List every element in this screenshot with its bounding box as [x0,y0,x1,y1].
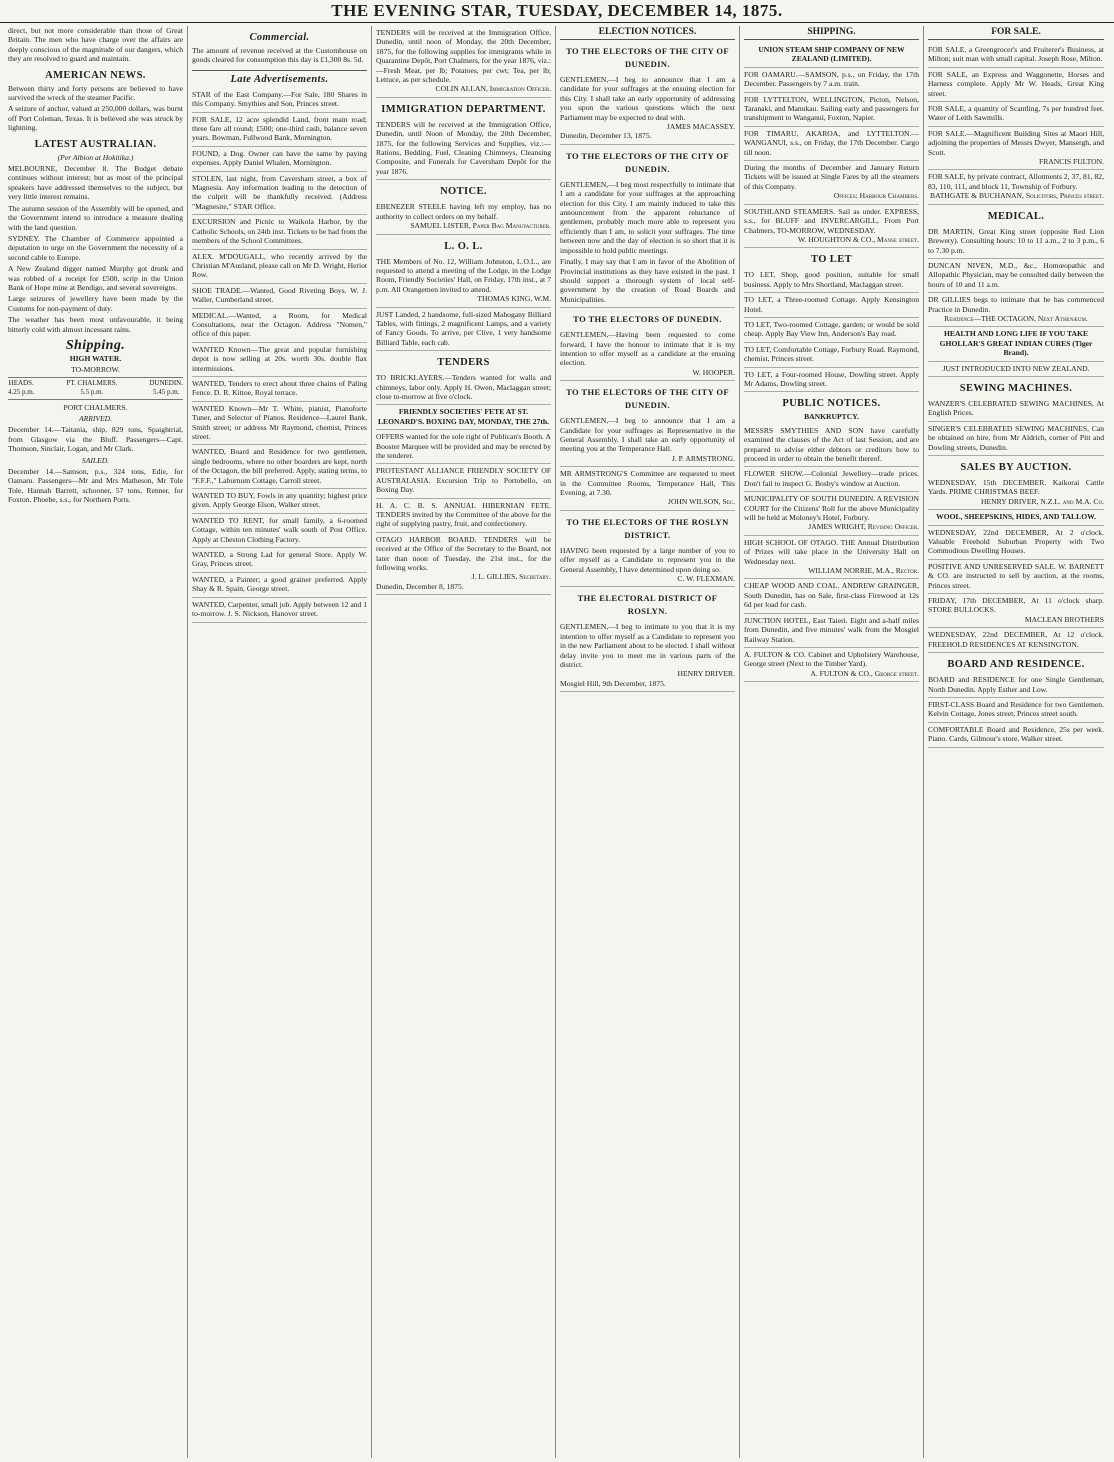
section-heading: NOTICE. [440,186,487,198]
column-4 [556,26,740,1458]
date-line: Mosgiel Hill, 9th December, 1875. [560,678,666,688]
section-heading: AMERICAN NEWS. [45,69,146,81]
tide-heads: HEADS. 4.25 p.m. [8,378,35,397]
advertisement: TO LET, Two-roomed Cottage, garden; or would be sold cheap. Apply Bay View Inn, Anderson's Bay road. [744,318,919,343]
advertisement: MR ARMSTRONG'S Committee are requested to meet in the Committee Rooms, Temperance Hall, This Evening, at 7.30. JOHN WILSON, Sec. [560,467,735,511]
tide-dunedin: DUNEDIN. 5.45 p.m. [149,378,183,397]
column-heading: SHIPPING. [744,26,919,40]
advertisement: H. A. C. B. S. ANNUAL HIBERNIAN FETE. TENDERS invited by the Committee of the above for the right of supplying pastry, fruit, and confectionery. [376,499,551,533]
advertisement: TENDERS will be received at the Immigration Office, Dunedin, until Noon of Monday, the 20th December, 1875, for the following Services and Supplies, viz.:—Rations, Bedding, Fuel, Cleaning Chimneys, Cleansing Composite, and Funerals for Caversham Depôt for the year 1876. [376,118,551,180]
signature: JAMES MACASSEY. [666,122,735,132]
section-heading: TO LET [810,254,853,266]
advertisement: WANTED, Board and Residence for two gentlemen, single bedrooms, where no other boarders are kept, north of the Octagon, the bill preferred. Apply, stating terms, to "F.F.F.," Laburnum Cottage, Carroll street. [192,445,367,489]
signature: JOHN WILSON, Sec. [667,497,735,507]
column-2 [188,26,372,1458]
advertisement: SINGER'S CELEBRATED SEWING MACHINES, Can be obtained on hire, from Mr Aldrich, corner of Pitt and Dowling streets, Dunedin. [928,422,1104,456]
advertisement: WANTED Known—The great and popular furnishing depot is now selling at 20s. worth 30s. double flax intermissions. [192,343,367,377]
advertisement: FOR SALE, a quantity of Scantling, 7s per hundred feet. Water of Leith Sawmills. [928,102,1104,127]
article-text: A seizure of anchor, valued at 250,000 dollars, was burnt off Port Coleman, Texas. It is believed she was struck by lightning. [8,104,183,133]
article-text: December 14.—Taitania, ship, 829 tons, Spaightrial, from Glasgow via the Bluff. Passengers—Capt. Thomson, Sinclair, Logan, and Mr Clark. [8,425,183,454]
date-line: Dunedin, December 13, 1875. [560,131,652,141]
advertisement: FOR OAMARU.—SAMSON, p.s., on Friday, the 17th December. Passengers by 7 a.m. train. [744,68,919,93]
subheading: SAILED. [81,455,110,465]
advertisement: HEALTH AND LONG LIFE IF YOU TAKE GHOLLAR'S GREAT INDIAN CURES (Tiger Brand). [928,327,1104,361]
advertisement: WANTED Known—Mr T. White, pianist, Pianoforte Tuner, and Selector of Pianos. Residence—Laurel Bank, Smith street; or address Mr Raymond, chemist, Princes street. [192,402,367,446]
advertisement: WANTED TO RENT, for small family, a 6-roomed Cottage, within ten minutes' walk south of Post Office. Apply at Cheston Clothing Factory. [192,514,367,548]
date-line: Dunedin, December 8, 1875. [376,581,464,591]
advertisement: FOR TIMARU, AKAROA, and LYTTELTON.—WANGANUI, s.s., on Friday, the 17th December. Cargo till noon. [744,127,919,161]
article-text: The amount of revenue received at the Customhouse on goods cleared for consumption this day is £1,300 8s. 5d. [192,46,367,65]
advertisement: WEDNESDAY, 15th DECEMBER. Kaikorai Cattle Yards. PRIME CHRISTMAS BEEF. HENRY DRIVER, N.Z.L. and M.A. Co. [928,476,1104,510]
section-heading: PUBLIC NOTICES. [782,398,881,410]
advertisement: A. FULTON & CO. Cabinet and Upholstery Warehouse, George street (Next to the Timber Yard). A. FULTON & CO., George street. [744,648,919,682]
advertisement: TO LET, a Three-roomed Cottage. Apply Kensington Hotel. [744,293,919,318]
signature: A. FULTON & CO., George street. [810,668,919,678]
advertisement: HIGH SCHOOL OF OTAGO. THE Annual Distribution of Prizes will take place in the University Hall on Wednesday next. WILLIAM NORRIE, M.A., Rector. [744,536,919,580]
section-heading: MEDICAL. [987,210,1045,222]
advertisement: STAR of the East Company.—For Sale, 180 Shares in this Company. Smythies and Son, Princes street. [192,88,367,113]
section-heading: SEWING MACHINES. [959,382,1073,394]
subheading: BANKRUPTCY. [804,412,859,422]
section-heading: TO THE ELECTORS OF THE CITY OF DUNEDIN. [566,387,729,411]
column-heading: FOR SALE. [928,26,1104,40]
signature: FRANCIS FULTON. [1039,157,1104,167]
advertisement: GENTLEMEN,—I beg to announce that I am a candidate for your suffrages at the ensuing election for this City. I shall take an early opportunity of addressing you upon the various questions which the next Parliament may be expected to deal with. JAMES MACASSEY. Dunedin, December 13, 1875. [560,73,735,145]
advertisement: GENTLEMEN,—I beg to announce that I am a Candidate for your suffrages as Representative in the General Assembly. I shall take an early opportunity of meeting you at the Temperance Hall. J. P. ARMSTRONG. [560,414,735,467]
signature: MACLEAN BROTHERS [1024,614,1104,624]
advertisement: FLOWER SHOW.—Colonial Jewellery—trade prices. Don't fail to inspect G. Bosby's window at Auction. [744,467,919,492]
advertisement: TO LET, a Four-roomed House, Dowling street. Apply Mr Adams, Dowling street. [744,368,919,393]
signature: W. HOOPER. [692,367,735,377]
section-heading: TO THE ELECTORS OF DUNEDIN. [573,314,722,325]
section-heading: TO THE ELECTORS OF THE CITY OF DUNEDIN. [566,46,729,69]
section-heading: TENDERS [437,357,490,369]
advertisement: ALEX. M'DOUGALL, who recently arrived by the Christian M'Ausland, please call on Mr D. Wright, Heriot Row. [192,250,367,284]
newspaper-columns [4,26,1110,1458]
subheading: (Per Albion at Hokitika.) [57,152,134,162]
signature: Offices: Harbour Chambers. [833,191,919,201]
signature: WILLIAM NORRIE, M.A., Rector. [808,566,919,576]
advertisement: FOR SALE, an Express and Waggonette, Horses and Harness complete. Apply Mr W. Heads, Great King street. [928,68,1104,102]
advertisement: WEDNESDAY, 22nd DECEMBER, At 12 o'clock. FREEHOLD RESIDENCES AT KENSINGTON. [928,628,1104,653]
advertisement: WANTED, a Strong Lad for general Store. Apply W. Gray, Princes street. [192,548,367,573]
advertisement: GENTLEMEN,—I beg to intimate to you that it is my intention to offer myself as a Candidate to represent you in the new Parliament about to be elected. I shall without delay invite you to meet me in various parts of the district. HENRY DRIVER. Mosgiel Hill, 9th December, 1875. [560,620,735,692]
section-heading: Commercial. [249,32,310,43]
article-text: The autumn session of the Assembly will be opened, and the Government intend to introduce a measure dealing with the land question. [8,203,183,232]
section-heading: IMMIGRATION DEPARTMENT. [381,103,546,115]
advertisement: PROTESTANT ALLIANCE FRIENDLY SOCIETY OF AUSTRALASIA. Excursion Trip to Portobello, on Boxing Day. [376,464,551,498]
article-text: December 14.—Samson, p.s., 324 tons, Edie, for Oamaru. Passengers—Mr and Mrs Matheson, Mr Tole Tole, Hannah Barrett, schooner, 57 tons, Renner, for Foxton. Phoebe, s.s., for Northern Ports. [8,467,183,505]
section-heading: TO THE ELECTORS OF THE ROSLYN DISTRICT. [566,516,729,540]
section-heading: THE ELECTORAL DISTRICT OF ROSLYN. [577,593,718,617]
advertisement: FRIENDLY SOCIETIES' FETE AT ST. LEONARD'S. BOXING DAY, MONDAY, THE 27th. [376,405,551,430]
signature: SAMUEL LISTER, Paper Bag Manufacturer. [410,221,551,231]
advertisement: POSITIVE AND UNRESERVED SALE. W. BARNETT & CO. are instructed to sell by auction, at the rooms, Princes street. [928,560,1104,594]
advertisement: FOR LYTTELTON, WELLINGTON, Picton, Nelson, Taranaki, and Manukau. Sailing early and passengers for transhipment to Wanganui, Foxton, Napier. [744,93,919,127]
tide-table [8,377,183,400]
advertisement: WANZER'S CELEBRATED SEWING MACHINES, At English Prices. [928,397,1104,422]
advertisement: GENTLEMEN,—I beg most respectfully to intimate that I am a candidate for your suffrages at the approaching election for this City. I am mainly induced to take this announcement from the apparent reluctance of gentlemen, probably much more able to represent you efficiently than I am, to solicit your suffrages. The time between now and the day of election is so short that it is impossible to hold public meetings. Finally, I may say that I am in favor of the Abolition of Provincial institutions as they have existed in the past. I should support a thorough system of local self-government by the creation of Road Boards and Municipalities. [560,178,735,308]
signature: Residence—THE OCTAGON, Next Athenæum. [944,313,1088,323]
advertisement: DR MARTIN, Great King street (opposite Red Lion Brewery). Consulting hours: 10 to 11 a.m., 2 to 3 p.m., 6 to 7.30 p.m. [928,225,1104,259]
section-heading: TO THE ELECTORS OF THE CITY OF DUNEDIN. [566,150,729,174]
advertisement: DR GILLIES begs to intimate that he has commenced Practice in Dunedin. Residence—THE OCTAGON, Next Athenæum. [928,293,1104,327]
advertisement: UNION STEAM SHIP COMPANY OF NEW ZEALAND (LIMITED). [744,43,919,68]
advertisement: FOR SALE, 12 acre splendid Land, front main road; three fare all round; £500; one-third cash, balance seven years. Bowman, Fullwood Bank, Mornington. [192,113,367,147]
advertisement: MUNICIPALITY OF SOUTH DUNEDIN. A REVISION COURT for the Citizens' Roll for the above Municipality will be held at Moloney's Hotel, Forbury. JAMES WRIGHT, Revising Officer. [744,492,919,536]
article-text: The weather has been most unfavourable, it being bitterly cold with almost incessant rains. [8,315,183,334]
signature: J. L. GILLIES, Secretary. [471,572,551,582]
advertisement: THE Members of No. 12, William Johnston, L.O.L., are requested to attend a meeting of the Lodge, in the Lodge Room, Friendly Societies' Hall, on Friday, 17th inst., at 7 p.m. All Orangemen invited to attend. THOMAS KING, W.M. [376,255,551,308]
masthead: THE EVENING STAR, TUESDAY, DECEMBER 14, 1875. [0,0,1114,23]
subheading: PORT CHALMERS. [63,402,128,412]
advertisement: WANTED, Carpenter, small job. Apply between 12 and 1 to-morrow. J. S. Nickson, Hanover street. [192,598,367,623]
advertisement: MEDICAL.—Wanted, a Room, for Medical Consultations, near the Octagon. Address "Nomen," office of this paper. [192,309,367,343]
advertisement: GENTLEMEN,—Having been requested to come forward, I have the honour to intimate that it is my intention to offer myself as a candidate at the ensuing election. W. HOOPER. [560,328,735,381]
advertisement: COMFORTABLE Board and Residence, 25s per week. Piano. Cards, Gilmour's store, Walker street. [928,723,1104,748]
signature: HENRY DRIVER, N.Z.L. and M.A. Co. [980,496,1104,506]
advertisement: FRIDAY, 17th DECEMBER, At 11 o'clock sharp. STORE BULLOCKS. MACLEAN BROTHERS [928,594,1104,628]
advertisement: EBENEZER STEELE having left my employ, has no authority to collect orders on my behalf. SAMUEL LISTER, Paper Bag Manufacturer. [376,200,551,234]
tide-port: PT. CHALMERS. 5.5 p.m. [66,378,118,397]
advertisement: FIRST-CLASS Board and Residence for two Gentlemen. Kelvin Cottage, Jones street, Princes street south. [928,698,1104,723]
advertisement: STOLEN, last night, from Caversham street, a box of Magnesia. Any information leading to the detection of the culprit will be thankfully received. (Address "Magnesite," STAR Office. [192,172,367,216]
advertisement: During the months of December and January Return Tickets will be issued at Single Fares by all the steamers of this Company. Offices: Harbour Chambers. [744,161,919,205]
column-3 [372,26,556,1458]
subheading: HIGH WATER. [69,353,122,363]
signature: THOMAS KING, W.M. [477,294,551,304]
signature: BATHGATE & BUCHANAN, Solicitors, Princes street. [930,191,1104,201]
advertisement: HAVING been requested by a large number of you to offer myself as a Candidate to represent you in the General Assembly, I have determined upon doing so. C. W. FLEXMAN. [560,544,735,588]
advertisement: SHOE TRADE.—Wanted, Good Riveting Boys. W. J. Waller, Cumberland street. [192,284,367,309]
advertisement: JUST INTRODUCED INTO NEW ZEALAND. [928,362,1104,377]
article-text: MELBOURNE, December 8. The Budget debate continues without interest; but as most of the principal speakers have addressed themselves to the subject, but very little interest remains. [8,164,183,202]
signature: JAMES WRIGHT, Revising Officer. [808,522,919,532]
advertisement: WANTED TO BUY, Fowls in any quantity; highest price given. Apply George Elson, Walker street. [192,489,367,514]
article-text: direct, but not more considerable than those of Great Britain. The men who have charge over the affairs are deeply conscious of the magnitude of our dangers, which they are resolved to guard and maintain. [8,26,183,64]
signature: W. HOUGHTON & CO., Manse street. [797,234,919,244]
advertisement: FOR SALE, by private contract, Allotments 2, 37, 81, 82, 83, 110, 111, and block 11, Township of Forbury. BATHGATE & BUCHANAN, Solicitors, Princes street. [928,170,1104,204]
advertisement: FOR SALE, a Greengrocer's and Fruiterer's Business, at Milton; suit man with small capital. Joseph Rose, Milton. [928,43,1104,68]
advertisement: BOARD and RESIDENCE for one Single Gentleman, North Dunedin. Apply Esther and Low. [928,673,1104,698]
section-heading: BOARD AND RESIDENCE. [947,659,1085,671]
advertisement: EXCURSION and Picnic to Waikola Harbor, by the Catholic Schools, on 24th inst. Tickets to be had from the members of the School Committees. [192,215,367,249]
signature: HENRY DRIVER. [677,669,735,679]
column-1 [4,26,188,1458]
article-text: A New Zealand digger named Murphy got drunk and was robbed of a receipt for £500, scrip in the Union Bank of Hope mine at Bendigo, and several sovereigns. [8,264,183,292]
advertisement: WANTED, Tenders to erect about three chains of Paling Fence. D. R. Kittoe, Royal terrace. [192,377,367,402]
article-text: SYDNEY. The Chamber of Commerce appointed a deputation to urge on the Government the necessity of a second cable to Europe. [8,233,183,262]
advertisement: TO LET, Shop, good position, suitable for small business. Apply to Mrs Shortland, Maclaggan street. [744,268,919,293]
advertisement: TENDERS will be received at the Immigration Office, Dunedin, until noon of Monday, the 20th December, 1875, for the following supplies for immigrants while in Quarantine Depôt, Port Chalmers, for the year 1876, viz.:—Fresh Meat, per lb; Potatoes, per cwt; Tea, per lb; Lettuce, as per schedule. COLIN ALLAN, Immigration Officer. [376,26,551,98]
advertisement: JUNCTION HOTEL, East Taieri. Eight and a-half miles from Dunedin, and five minutes' walk from the Mosgiel Railway Station. [744,614,919,648]
column-5 [740,26,924,1458]
article-text: Large seizures of jewellery have been made by the Customs for non-payment of duty. [8,294,183,313]
advertisement: TO BRICKLAYERS.—Tenders wanted for walls and chimneys, labor only. Apply H. Owen, Maclaggan street; close to-morrow at five o'clock. [376,371,551,405]
column-heading: ELECTION NOTICES. [560,26,735,40]
advertisement: WOOL, SHEEPSKINS, HIDES, AND TALLOW. [928,510,1104,525]
advertisement: WEDNESDAY, 22nd DECEMBER, At 2 o'clock. Valuable Freehold Suburban Property with Two Commodious Dwelling Houses. [928,526,1104,560]
subheading: TO-MORROW. [71,365,120,375]
section-heading: Late Advertisements. [192,70,367,86]
advertisement: JUST Landed, 2 handsome, full-sized Mahogany Billiard Tables, with fittings, 2 magnificent Lamps, and a variety of Fancy Goods. To arrive, per Clive, 1 very handsome Billiard Table, each cab. [376,308,551,352]
advertisement: SOUTHLAND STEAMERS. Sail as under. EXPRESS, s.s., for BLUFF and INVERCARGILL, From Port Chalmers, TO-MORROW, WEDNESDAY. W. HOUGHTON & CO., Manse street. [744,205,919,249]
advertisement: FOUND, a Dog. Owner can have the same by paying expenses. Apply Daniel Whalen, Mornington. [192,147,367,172]
advertisement: WANTED, a Painter; a good grainer preferred. Apply Shay & R. Spain, George street. [192,573,367,598]
advertisement: CHEAP WOOD AND COAL. ANDREW GRAINGER, South Dunedin, has on Sale, first-class Firewood at 12s 6d per load for cash. [744,579,919,613]
advertisement: DUNCAN NIVEN, M.D., &c., Homœopathic and Allopathic Physician, may be consulted daily between the hours of 10 and 11 a.m. [928,259,1104,293]
section-heading: LATEST AUSTRALIAN. [34,138,157,150]
signature: COLIN ALLAN, Immigration Officer. [435,84,551,94]
advertisement: MESSRS SMYTHIES AND SON have carefully examined the clauses of the Act of last Session, and are prepared to advise either debtors or creditors how to proceed in order to obtain the benefit thereof. [744,424,919,468]
subheading: ARRIVED. [78,414,113,423]
advertisement: TO LET, Comfortable Cottage, Forbury Road. Raymond, chemist, Princes street. [744,343,919,368]
section-heading: Shipping. [65,337,126,353]
section-heading: SALES BY AUCTION. [960,462,1072,473]
section-heading: L. O. L. [444,240,483,252]
column-6 [924,26,1108,1458]
advertisement: OFFERS wanted for the sole right of Publican's Booth. A Booster Marquee will be provided and may be erected by the tenderer. [376,430,551,464]
advertisement: FOR SALE.—Magnificent Building Sites at Maori Hill, adjoining the properties of Messrs Dwyer, Mansergh, and Scott. FRANCIS FULTON. [928,127,1104,171]
signature: J. P. ARMSTRONG. [671,453,735,463]
advertisement: OTAGO HARBOR BOARD. TENDERS will be received at the Office of the Secretary to the Board, not later than noon of Tuesday, the 21st inst., for the following works. J. L. GILLIES, Secretary. Dunedin, December 8, 1875. [376,533,551,595]
signature: C. W. FLEXMAN. [677,574,735,584]
article-text: Between thirty and forty persons are believed to have survived the wreck of the steamer Pacific. [8,83,183,103]
